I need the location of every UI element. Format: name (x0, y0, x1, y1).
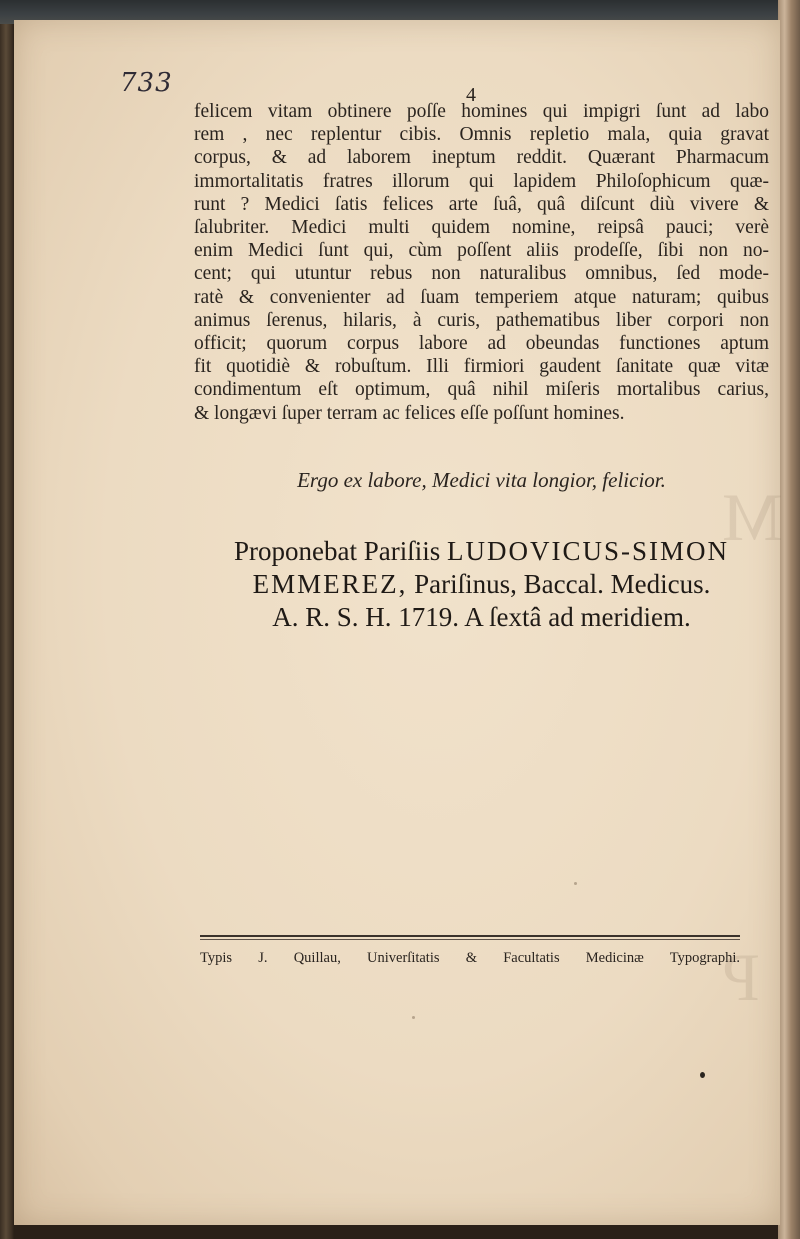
text-line: cent; qui utuntur rebus non naturalibus omnibus, ſed mode- (194, 263, 769, 285)
text-line: corpus, & ad laborem ineptum reddit. Quærant Pharmacum (194, 147, 769, 169)
defense-line (194, 535, 769, 568)
proposer-title: Pariſinus, Baccal. Medicus. (407, 569, 711, 599)
text-line: officit; quorum corpus labore ad obeundas functiones aptum (194, 333, 769, 355)
text-line: condimentum eſt optimum, quâ nihil miſeris mortalibus carius, (194, 379, 769, 401)
show-through-initial: M (722, 479, 783, 555)
text-line: felicem vitam obtinere poſſe homines qui impigri ſunt ad labo (194, 101, 769, 122)
show-through-initial: P (722, 939, 760, 1015)
thesis-statement: Ergo ex labore, Medici vita longior, felicior. (297, 468, 666, 492)
text-line: enim Medici ſunt qui, cùm poſſent aliis prodeſſe, ſibi non no- (194, 240, 769, 262)
ink-spot (700, 1072, 705, 1078)
defense-date: A. R. S. H. 1719. A ſextâ ad meridiem. (272, 602, 691, 632)
book-fore-edge (778, 0, 800, 1239)
body-paragraph (194, 100, 769, 425)
text-line: immortalitatis fratres illorum qui lapidem Philoſophicum quæ- (194, 170, 769, 192)
printer-imprint: Typis J. Quillau, Univerſitatis & Facultatis Medicinæ Typographi. (200, 950, 740, 966)
page-sheet (14, 20, 783, 1225)
text-line: & longævi ſuper terram ac felices eſſe poſſunt homines. (194, 402, 625, 424)
text-line: fit quotidiè & robuſtum. Illi firmiori gaudent ſanitate quæ vitæ (194, 356, 769, 378)
text-line: runt ? Medici ſatis felices arte ſuâ, quâ diſcunt diù vivere & (194, 193, 769, 215)
page-number: 4 (466, 84, 476, 106)
proposer-given-name: LUDOVICUS-SIMON (446, 536, 729, 566)
defense-line (194, 568, 769, 601)
text-line: ratè & convenienter ad ſuam temperiem atque naturam; quibus (194, 286, 769, 308)
text-line: rem , nec replentur cibis. Omnis repletio mala, quia gravat (194, 124, 769, 146)
paper-speck (412, 1016, 415, 1019)
text-line: animus ſerenus, hilaris, à curis, pathematibus liber corpori non (194, 309, 769, 331)
text-line: ſalubriter. Medici multi quidem nomine, reipsâ pauci; verè (194, 217, 769, 239)
defense-notice (194, 535, 769, 634)
proposer-surname: EMMEREZ, (252, 569, 408, 599)
divider-rule (200, 939, 740, 940)
folio-number: 733 (120, 68, 173, 98)
proposer-prefix: Proponebat Pariſiis (234, 536, 447, 566)
divider-rule (200, 935, 740, 937)
paper-speck (574, 882, 577, 885)
